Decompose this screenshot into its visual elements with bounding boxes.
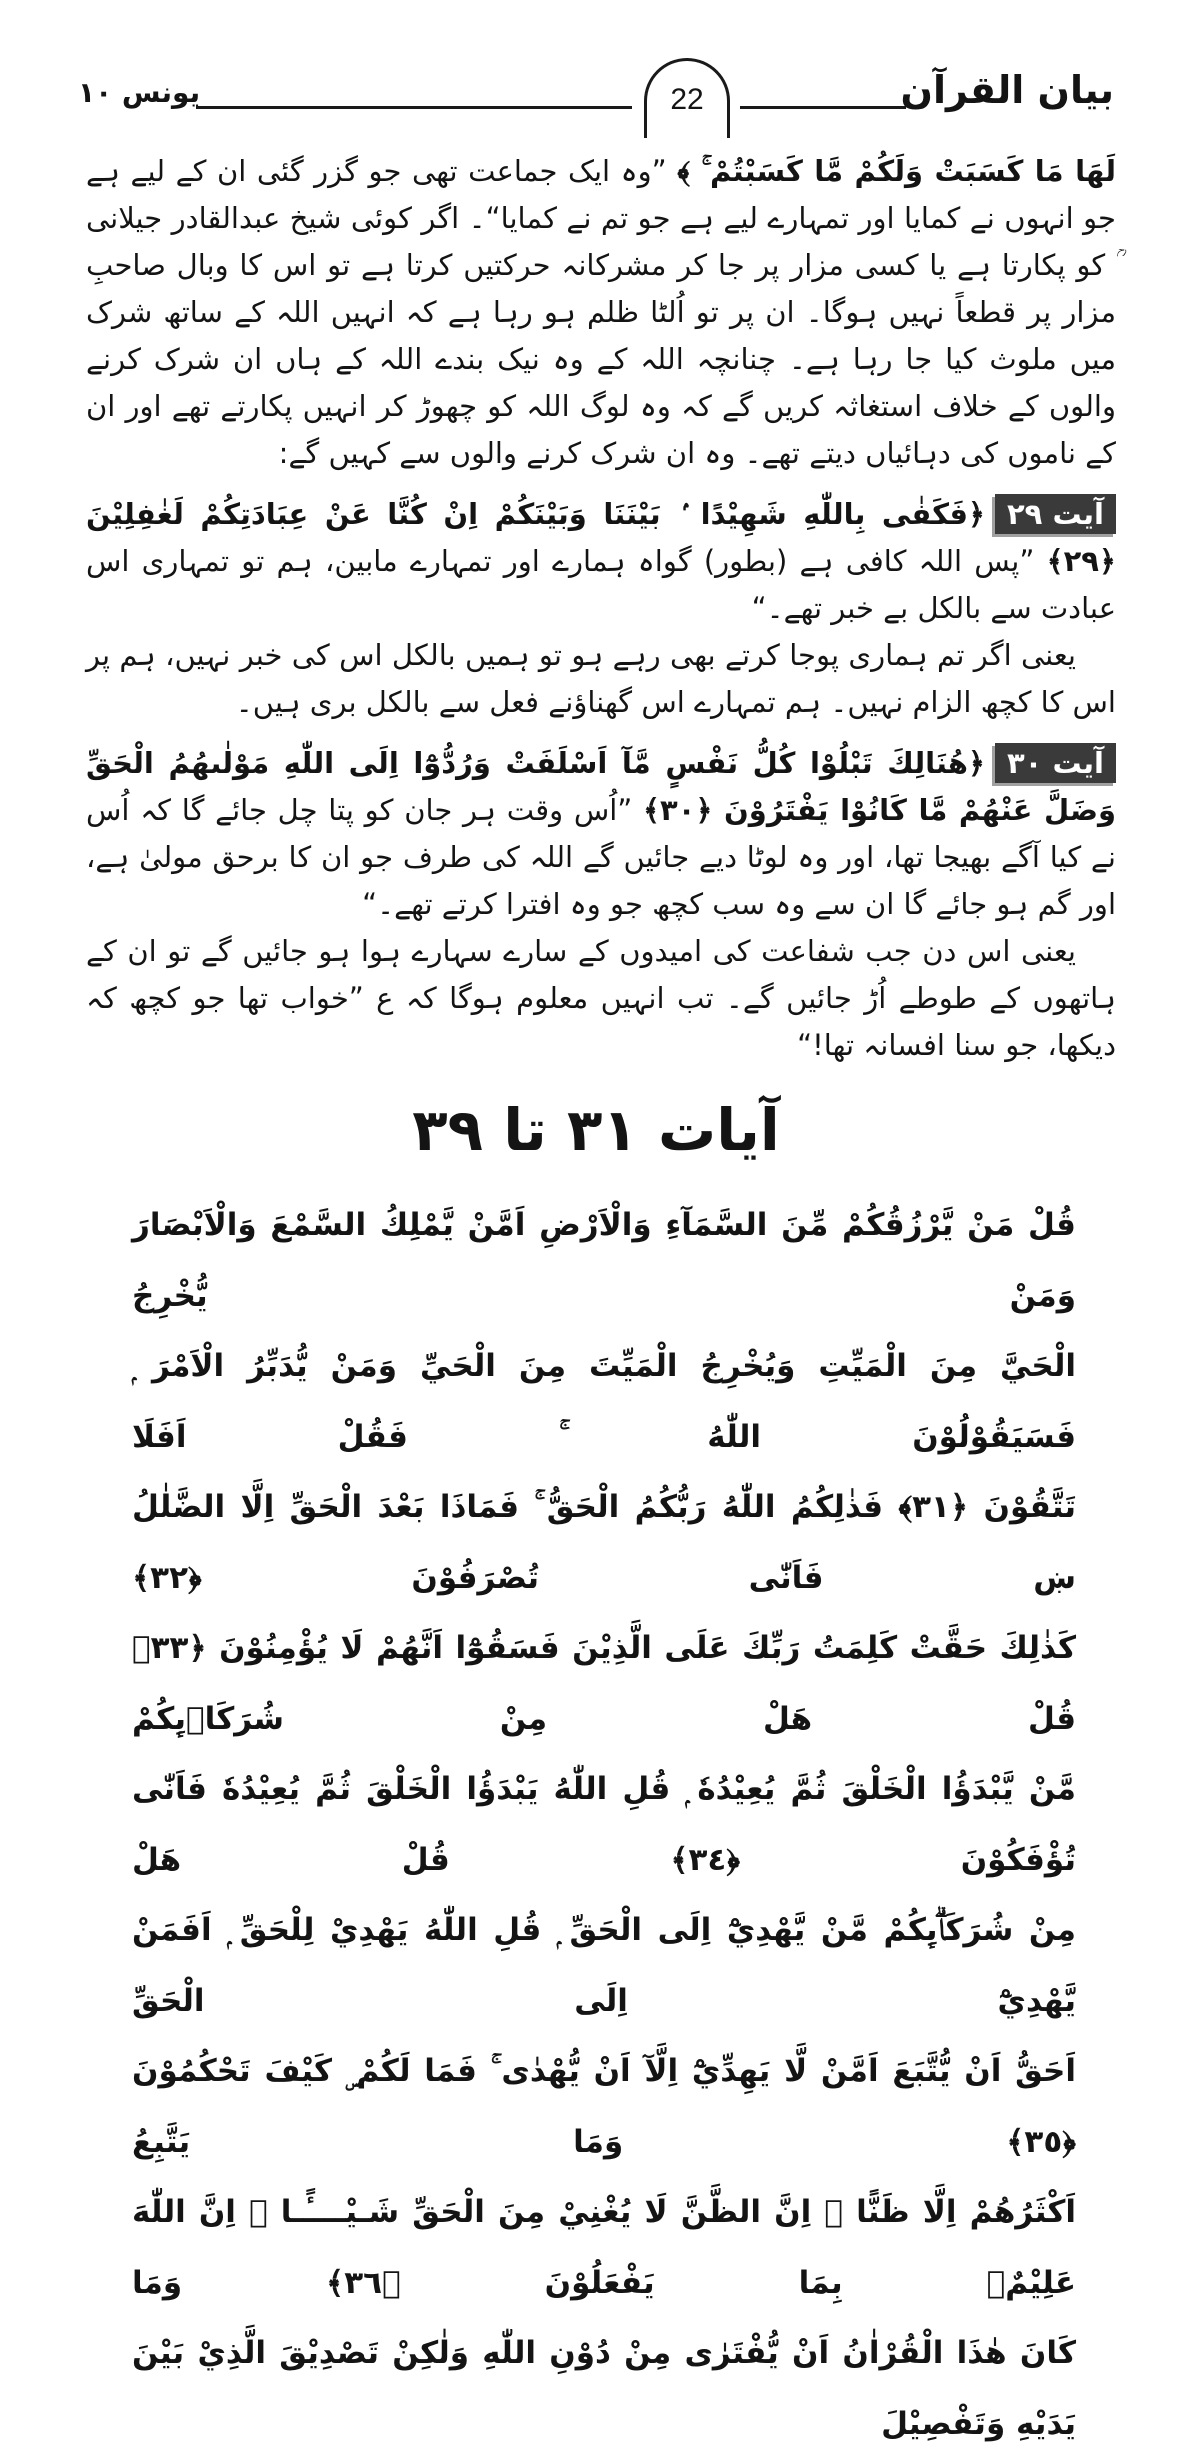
- page-number: 22: [644, 58, 730, 138]
- header-rule-left: [196, 106, 632, 109]
- paragraph-explanation-29: [86, 632, 1116, 726]
- quran-line: اَكْثَرُهُمْ اِلَّا ظَنًّا ۭ اِنَّ الظَّنَّ لَا يُغْنِيْ مِنَ الْحَقِّ شَـيْــــًٔـا ۭ اِنَّ اللّٰهَ عَلِيْمٌۢ بِمَا يَفْعَلُوْنَ ﴿٣٦﴾ وَمَا: [132, 2194, 1076, 2301]
- section-heading: آیات ۳۱ تا ۳۹: [412, 1096, 780, 1164]
- surah-label: یونس ۱۰: [78, 76, 201, 109]
- quran-line: مَّنْ يَّبْدَؤُا الْخَلْقَ ثُمَّ يُعِيْدُهٗ ۭ قُلِ اللّٰهُ يَبْدَؤُا الْخَلْقَ ثُمَّ يُعِيْدُهٗ فَاَنّٰى تُؤْفَكُوْنَ ﴿٣٤﴾ قُلْ هَلْ: [132, 1771, 1076, 1878]
- urdu-text: یعنی اس دن جب شفاعت کی امیدوں کے سارے سہارے ہوا ہو جائیں گے تو ان کے ہاتھوں کے طوطے اُڑ جائیں گے۔ تب انہیں معلوم ہوگا کہ ع ”خواب تھا جو کچھ کہ دیکھا، جو سنا افسانہ تھا!“: [86, 934, 1116, 1062]
- arabic-verse-29: ﴿فَكَفٰى بِاللّٰهِ شَهِيْدًا ۢ بَيْنَنَا وَبَيْنَكُمْ اِنْ كُنَّا عَنْ عِبَادَتِكُمْ لَغٰفِلِيْنَ ﴿٢٩﴾: [86, 497, 1116, 578]
- paragraph-explanation-30: [86, 928, 1116, 1069]
- quran-line: الْحَيَّ مِنَ الْمَيِّتِ وَيُخْرِجُ الْمَيِّتَ مِنَ الْحَيِّ وَمَنْ يُّدَبِّرُ الْاَمْرَ ۭ فَسَيَقُوْلُوْنَ اللّٰهُ ۚ فَقُلْ اَفَلَا: [132, 1348, 1076, 1455]
- quran-line: تَتَّقُوْنَ ﴿٣١﴾ فَذٰلِكُمُ اللّٰهُ رَبُّكُمُ الْحَقُّ ۚ فَمَاذَا بَعْدَ الْحَقِّ اِلَّا الضَّلٰلُ ښ فَاَنّٰى تُصْرَفُوْنَ ﴿٣٢﴾: [132, 1489, 1076, 1596]
- quran-line: اَحَقُّ اَنْ يُّتَّبَعَ اَمَّنْ لَّا يَهِدِّيْٓ اِلَّآ اَنْ يُّهْدٰى ۚ فَمَا لَكُمْ ۣ كَيْفَ تَحْكُمُوْنَ ﴿٣٥﴾ وَمَا يَتَّبِعُ: [132, 2053, 1076, 2160]
- commentary-body: [86, 148, 1116, 1069]
- quran-line: مِنْ شُرَكَاۗىِٕكُمْ مَّنْ يَّهْدِيْٓ اِلَى الْحَقِّ ۭ قُلِ اللّٰهُ يَهْدِيْ لِلْحَقِّ ۭ اَفَمَنْ يَّهْدِيْٓ اِلَى الْحَقِّ: [132, 1912, 1076, 2019]
- page-header: [78, 58, 1114, 142]
- quran-text-block: [132, 1190, 1076, 2459]
- urdu-text: ”وہ ایک جماعت تھی جو گزر گئی ان کے لیے ہے جو انہوں نے کمایا اور تمہارے لیے ہے جو تم نے کمایا“۔ اگر کوئی شیخ عبدالقادر جیلانی ؒ کو پکارتا ہے یا کسی مزار پر جا کر مشرکانہ حرکتیں کرتا ہے تو اس کا وبال صاحبِ مزار پر قطعاً نہیں ہوگا۔ ان پر تو اُلٹا ظلم ہو رہا ہے کہ انہیں اللہ کے ساتھ شرک میں ملوث کیا جا رہا ہے۔ چنانچہ اللہ کے وہ نیک بندے اللہ کے ہاں ان شرک کرنے والوں کے خلاف استغاثہ کریں گے کہ وہ لوگ اللہ کو چھوڑ کر انہیں پکارتے تھے اور ان کے ناموں کی دہائیاں دیتے تھے۔ وہ ان شرک کرنے والوں سے کہیں گے:: [86, 154, 1116, 470]
- urdu-translation-30: ”اُس وقت ہر جان کو پتا چل جائے گا کہ اُس نے کیا آگے بھیجا تھا، اور وہ لوٹا دیے جائیں گے اللہ کی طرف جو ان کا برحق مولیٰ ہے، اور گم ہو جائے گا ان سے وہ سب کچھ جو وہ افترا کرتے تھے۔“: [86, 793, 1116, 921]
- urdu-text: یعنی اگر تم ہماری پوجا کرتے بھی رہے ہو تو ہمیں بالکل اس کی خبر نہیں، ہم پر اس کا کچھ الزام نہیں۔ ہم تمہارے اس گھناؤنے فعل سے بالکل بری ہیں۔: [86, 638, 1116, 719]
- paragraph-ayah-29: [86, 491, 1116, 632]
- quran-line: قُلْ مَنْ يَّرْزُقُكُمْ مِّنَ السَّمَآءِ وَالْاَرْضِ اَمَّنْ يَّمْلِكُ السَّمْعَ وَالْاَبْصَارَ وَمَنْ يُّخْرِجُ: [132, 1207, 1076, 1314]
- header-rule-right: [740, 106, 906, 109]
- ayah-badge-30: آیت ۳۰: [995, 743, 1116, 783]
- arabic-quote: لَهَا مَا كَسَبَتْ وَلَكُمْ مَّا كَسَبْتُمْ ۚ ﴾: [677, 154, 1116, 188]
- book-title: بیان القرآن: [900, 68, 1114, 112]
- quran-line: كَذٰلِكَ حَقَّتْ كَلِمَتُ رَبِّكَ عَلَى الَّذِيْنَ فَسَقُوْٓا اَنَّهُمْ لَا يُؤْمِنُوْنَ ﴿٣٣﴾ قُلْ هَلْ مِنْ شُرَكَاۗىِٕكُمْ: [132, 1630, 1076, 1737]
- paragraph-1: [86, 148, 1116, 477]
- paragraph-ayah-30: [86, 740, 1116, 928]
- ayah-badge-29: آیت ۲۹: [995, 494, 1116, 534]
- urdu-translation-29: ”پس اللہ کافی ہے (بطور) گواہ ہمارے اور تمہارے مابین، ہم تو تمہاری اس عبادت سے بالکل بے خبر تھے۔“: [86, 544, 1116, 625]
- arabic-verse-30: ﴿هُنَالِكَ تَبْلُوْا كُلُّ نَفْسٍ مَّآ اَسْلَفَتْ وَرُدُّوْٓا اِلَى اللّٰهِ مَوْلٰىهُمُ الْحَقِّ وَضَلَّ عَنْهُمْ مَّا كَانُوْا يَفْتَرُوْنَ ﴿٣٠﴾: [86, 746, 1116, 827]
- quran-line: كَانَ هٰذَا الْقُرْاٰنُ اَنْ يُّفْتَرٰى مِنْ دُوْنِ اللّٰهِ وَلٰكِنْ تَصْدِيْقَ الَّذِيْ بَيْنَ يَدَيْهِ وَتَفْصِيْلَ: [132, 2335, 1076, 2442]
